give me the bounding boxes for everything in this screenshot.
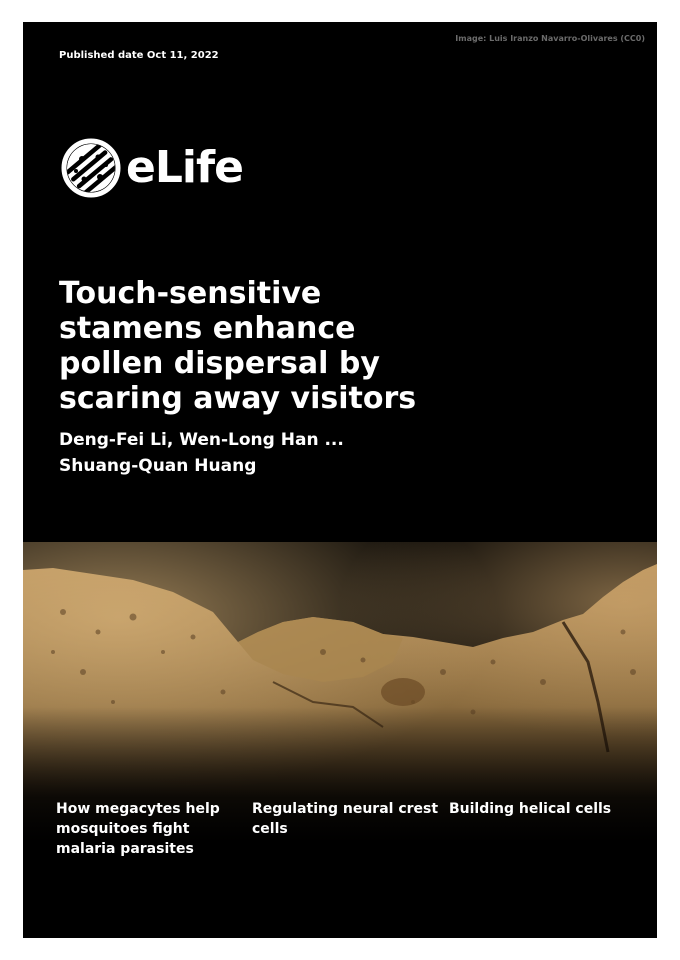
article-title[interactable]: Touch-sensitive stamens enhance pollen dispersal by scaring away visitors xyxy=(59,276,417,416)
cover-image-rock xyxy=(23,542,657,842)
published-date: Published date Oct 11, 2022 xyxy=(59,50,219,61)
related-article-link[interactable]: Building helical cells xyxy=(449,801,612,817)
elife-wordmark: eLife xyxy=(126,142,243,193)
image-credit: Image: Luis Iranzo Navarro-Olivares (CC0) xyxy=(455,34,645,43)
related-article-link[interactable]: Regulating neural crest cells xyxy=(252,801,439,837)
related-article-link[interactable]: How megacytes help mosquitoes fight malaria parasites xyxy=(56,801,220,857)
elife-logo-icon xyxy=(60,137,122,199)
cover-page xyxy=(23,22,657,938)
article-authors: Deng-Fei Li, Wen-Long Han ... Shuang-Quan Huang xyxy=(59,430,344,476)
elife-logo[interactable] xyxy=(60,137,243,199)
